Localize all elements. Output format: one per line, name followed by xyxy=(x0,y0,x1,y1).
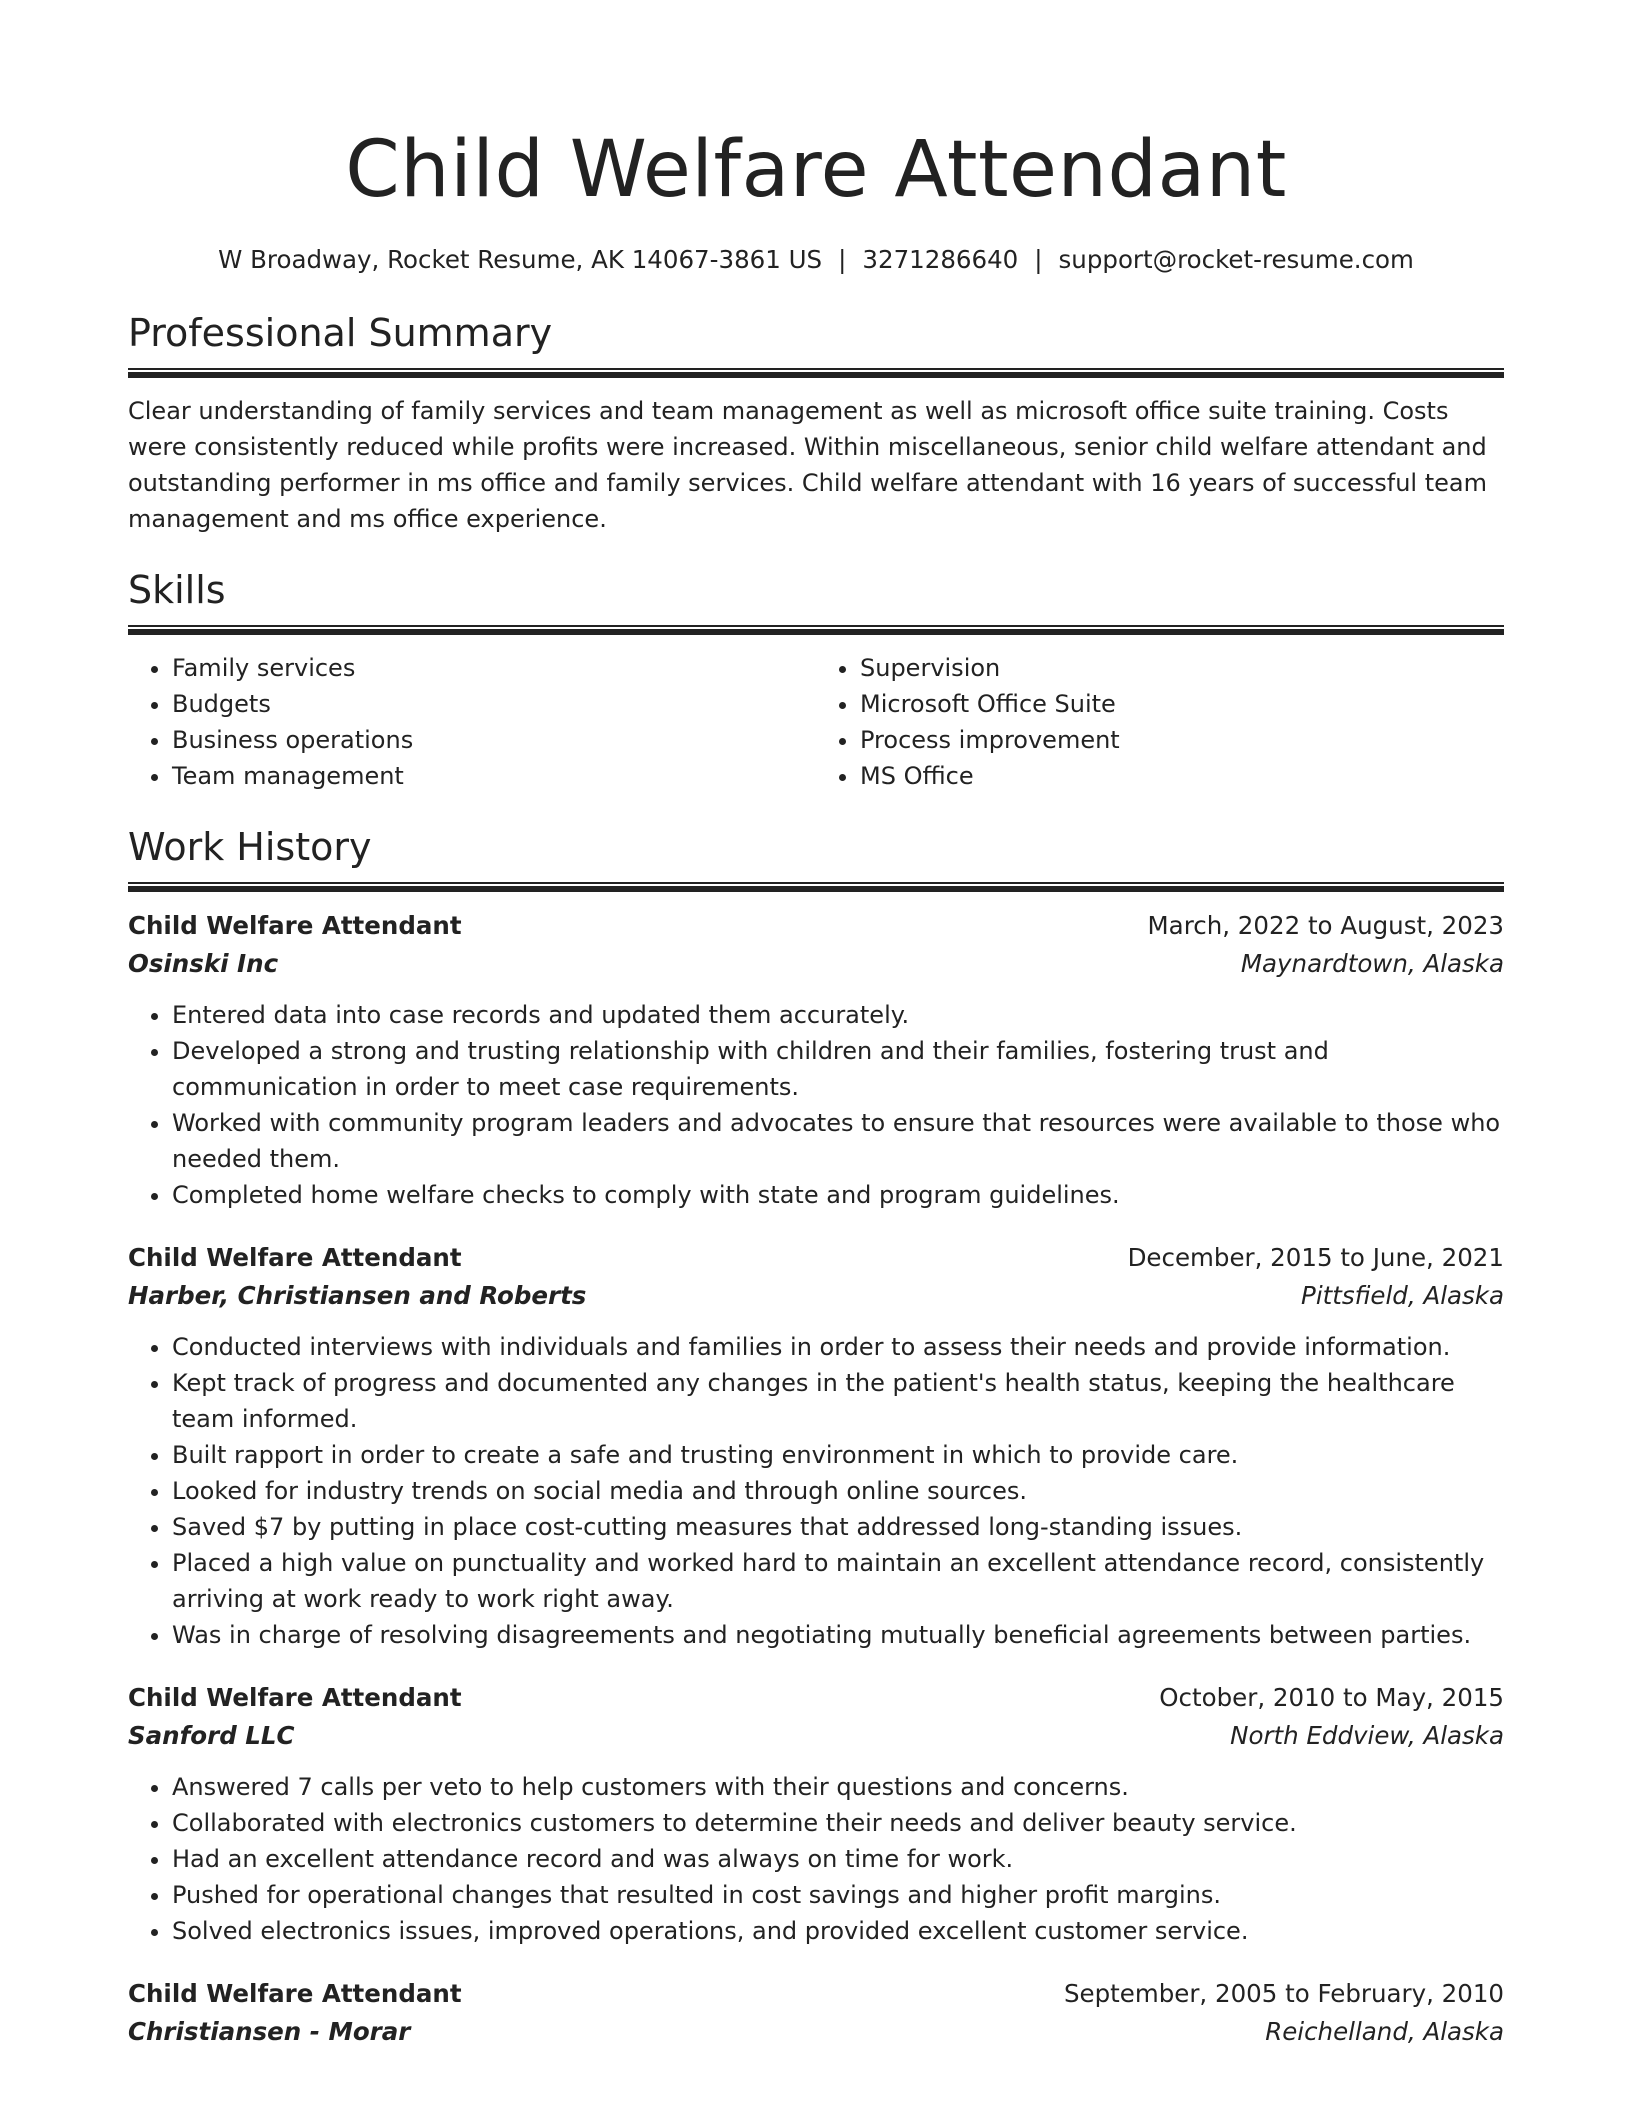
skill-item: • Budgets xyxy=(172,686,816,722)
job-bullet: • Conducted interviews with individuals and families in order to assess their needs and provide information. xyxy=(172,1329,1504,1365)
job-entry xyxy=(128,1239,1504,1653)
job-title: Child Welfare Attendant xyxy=(128,1243,462,1272)
job-entry xyxy=(128,907,1504,1213)
skills-list-left xyxy=(128,650,816,794)
job-bullet: • Solved electronics issues, improved operations, and provided excellent customer service. xyxy=(172,1913,1504,1949)
job-location: Pittsfield, Alaska xyxy=(1301,1281,1504,1310)
job-bullet: • Looked for industry trends on social media and through online sources. xyxy=(172,1473,1504,1509)
job-location: Reichelland, Alaska xyxy=(1265,2017,1504,2046)
section-divider xyxy=(128,625,1504,635)
job-company: Christiansen - Morar xyxy=(128,2017,411,2046)
job-bullet: • Saved $7 by putting in place cost-cutting measures that addressed long-standing issues. xyxy=(172,1509,1504,1545)
job-bullet: • Entered data into case records and updated them accurately. xyxy=(172,997,1504,1033)
skills-columns xyxy=(128,650,1504,794)
section-divider xyxy=(128,882,1504,892)
skill-item: • Family services xyxy=(172,650,816,686)
skills-list-right xyxy=(816,650,1504,794)
job-bullet: • Answered 7 calls per veto to help customers with their questions and concerns. xyxy=(172,1769,1504,1805)
job-bullets xyxy=(128,1769,1504,1949)
skill-item: • Team management xyxy=(172,758,816,794)
job-company: Harber, Christiansen and Roberts xyxy=(128,1281,587,1310)
skill-item: • Supervision xyxy=(860,650,1504,686)
skill-item: • Microsoft Office Suite xyxy=(860,686,1504,722)
job-location: North Eddview, Alaska xyxy=(1230,1721,1504,1750)
job-bullets xyxy=(128,1329,1504,1653)
job-bullet: • Built rapport in order to create a safe and trusting environment in which to provide care. xyxy=(172,1437,1504,1473)
job-bullet: • Developed a strong and trusting relationship with children and their families, fostering trust and communication in order to meet case requirements. xyxy=(172,1033,1504,1105)
work-history-heading: Work History xyxy=(128,825,372,869)
job-entry xyxy=(128,1679,1504,1949)
job-company: Sanford LLC xyxy=(128,1721,295,1750)
job-bullet: • Had an excellent attendance record and was always on time for work. xyxy=(172,1841,1504,1877)
address: W Broadway, Rocket Resume, AK 14067-3861 US xyxy=(218,245,823,274)
skill-item: • Business operations xyxy=(172,722,816,758)
job-bullets xyxy=(128,997,1504,1213)
phone: 3271286640 xyxy=(862,245,1019,274)
job-company: Osinski Inc xyxy=(128,949,279,978)
skill-item: • Process improvement xyxy=(860,722,1504,758)
job-bullet: • Completed home welfare checks to comply with state and program guidelines. xyxy=(172,1177,1504,1213)
email: support@rocket-resume.com xyxy=(1058,245,1414,274)
job-title: Child Welfare Attendant xyxy=(128,1979,462,2008)
contact-separator: | xyxy=(1034,245,1043,274)
job-bullet: • Kept track of progress and documented any changes in the patient's health status, keeping the healthcare team informed. xyxy=(172,1365,1504,1437)
job-dates: March, 2022 to August, 2023 xyxy=(1147,911,1504,940)
job-dates: September, 2005 to February, 2010 xyxy=(1063,1979,1504,2008)
job-entry xyxy=(128,1975,1504,2051)
work-history-section xyxy=(128,822,1504,2051)
job-title: Child Welfare Attendant xyxy=(128,911,462,940)
skills-section xyxy=(128,565,1504,794)
job-bullet: • Pushed for operational changes that resulted in cost savings and higher profit margins. xyxy=(172,1877,1504,1913)
job-title: Child Welfare Attendant xyxy=(128,1683,462,1712)
summary-section xyxy=(128,308,1504,537)
job-bullet: • Placed a high value on punctuality and worked hard to maintain an excellent attendance record, consistently arriving at work ready to work right away. xyxy=(172,1545,1504,1617)
skill-item: • MS Office xyxy=(860,758,1504,794)
skills-heading: Skills xyxy=(128,568,226,612)
summary-text: Clear understanding of family services and team management as well as microsoft office suite training. Costs were consistently reduced while profits were increased. Within miscellaneous, senior child welfare attendant and outstanding performer in ms office and family services. Child welfare attendant with 16 years of successful team management and ms office experience. xyxy=(128,397,1487,533)
section-divider xyxy=(128,368,1504,378)
candidate-name: Child Welfare Attendant xyxy=(345,125,1287,215)
contact-separator: | xyxy=(838,245,847,274)
job-bullet: • Was in charge of resolving disagreements and negotiating mutually beneficial agreements between parties. xyxy=(172,1617,1504,1653)
contact-line xyxy=(128,242,1504,278)
job-dates: December, 2015 to June, 2021 xyxy=(1127,1243,1504,1272)
job-dates: October, 2010 to May, 2015 xyxy=(1159,1683,1504,1712)
summary-heading: Professional Summary xyxy=(128,311,553,355)
job-bullet: • Collaborated with electronics customers to determine their needs and deliver beauty service. xyxy=(172,1805,1504,1841)
job-bullet: • Worked with community program leaders and advocates to ensure that resources were available to those who needed them. xyxy=(172,1105,1504,1177)
job-location: Maynardtown, Alaska xyxy=(1240,949,1504,978)
